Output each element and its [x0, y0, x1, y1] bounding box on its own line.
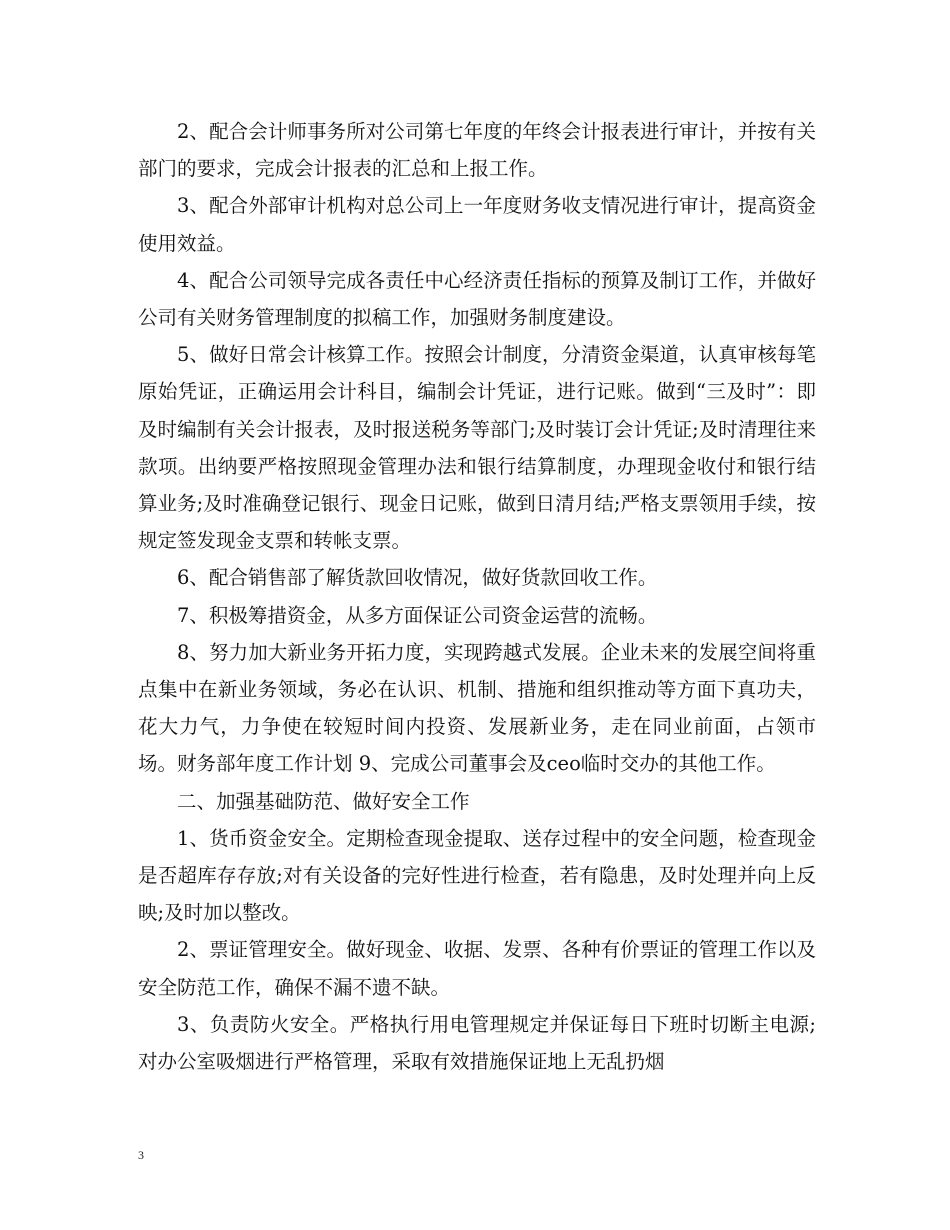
paragraph-safety-3: 3、负责防火安全。严格执行用电管理规定并保证每日下班时切断主电源;对办公室吸烟进行严格管理，采取有效措施保证地上无乱扔烟: [138, 1012, 816, 1074]
paragraph-item-7: 7、积极筹措资金，从多方面保证公司资金运营的流畅。: [177, 603, 658, 627]
paragraph-item-5: 5、做好日常会计核算工作。按照会计制度，分清资金渠道，认真审核每笔原始凭证，正确运用会计科目，编制会计凭证，进行记账。做到“三及时”：即及时编制有关会计报表，及时报送税务等部门;及时装订会计凭证;及时清理往来款项。出纳要严格按照现金管理办法和银行结算制度，办理现金收付和银行结算业务;及时准确登记银行、现金日记账，做到日清月结;严格支票领用手续，按规定签发现金支票和转帐支票。: [138, 343, 816, 553]
document-body: [138, 113, 816, 1080]
paragraph-item-3: 3、配合外部审计机构对总公司上一年度财务收支情况进行审计，提高资金使用效益。: [138, 194, 816, 255]
paragraph-item-6: 6、配合销售部了解货款回收情况，做好货款回收工作。: [177, 566, 658, 590]
paragraph-safety-1: 1、货币资金安全。定期检查现金提取、送存过程中的安全问题，检查现金是否超库存存放;对有关设备的完好性进行检查，若有隐患，及时处理并向上反映;及时加以整改。: [138, 826, 816, 925]
paragraph-item-4: 4、配合公司领导完成各责任中心经济责任指标的预算及制订工作，并做好公司有关财务管理制度的拟稿工作，加强财务制度建设。: [138, 268, 816, 330]
paragraph-safety-2: 2、票证管理安全。做好现金、收据、发票、各种有价票证的管理工作以及安全防范工作，确保不漏不遗不缺。: [138, 938, 816, 999]
paragraph-item-8: 8、努力加大新业务开拓力度，实现跨越式发展。企业未来的发展空间将重点集中在新业务领域，务必在认识、机制、措施和组织推动等方面下真功夫，花大力气，力争使在较短时间内投资、发展新业务，走在同业前面，占领市场。财务部年度工作计划 9、完成公司董事会及ceo临时交办的其他工作。: [138, 640, 816, 776]
section-heading: 二、加强基础防范、做好安全工作: [177, 789, 470, 813]
paragraph-item-2: 2、配合会计师事务所对公司第七年度的年终会计报表进行审计，并按有关部门的要求，完成会计报表的汇总和上报工作。: [138, 120, 816, 181]
page-number: 3: [138, 1148, 144, 1162]
